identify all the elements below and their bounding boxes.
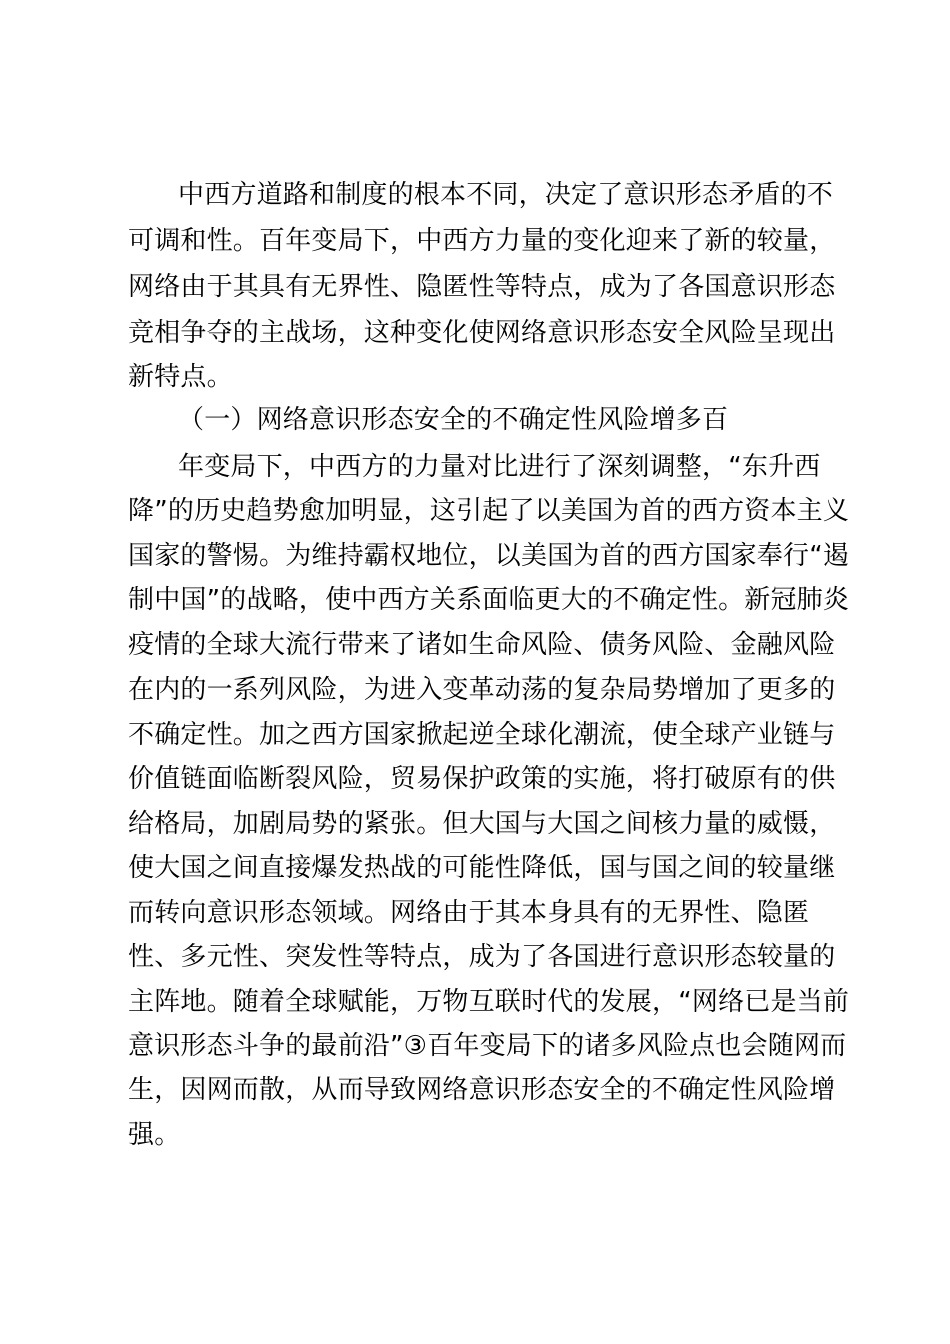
text-line: 性、多元性、突发性等特点，成为了各国进行意识形态较量的 (128, 942, 836, 972)
text-line: 在内的一系列风险，为进入变革动荡的复杂局势增加了更多的 (128, 675, 836, 705)
text-line: 竞相争夺的主战场，这种变化使网络意识形态安全风险呈现出 (128, 318, 836, 348)
text-line: 意识形态斗争的最前沿”③百年变局下的诸多风险点也会随网而 (128, 1031, 847, 1061)
text-line: 生，因网而散，从而导致网络意识形态安全的不确定性风险增 (128, 1075, 836, 1105)
text-line: 中西方道路和制度的根本不同，决定了意识形态矛盾的不 (178, 180, 834, 210)
text-line: 新特点。 (128, 362, 233, 392)
text-line: 降”的历史趋势愈加明显，这引起了以美国为首的西方资本主义 (128, 496, 850, 526)
text-line: 年变局下，中西方的力量对比进行了深刻调整，“东升西 (178, 452, 821, 482)
text-line: 强。 (128, 1120, 181, 1150)
section-heading: （一）网络意识形态安全的不确定性风险增多百 (178, 405, 729, 435)
text-line: 可调和性。百年变局下，中西方力量的变化迎来了新的较量， (128, 226, 836, 256)
text-line: 疫情的全球大流行带来了诸如生命风险、债务风险、金融风险 (128, 630, 836, 660)
text-line: 使大国之间直接爆发热战的可能性降低，国与国之间的较量继 (128, 853, 836, 883)
text-line: 国家的警惕。为维持霸权地位，以美国为首的西方国家奉行“遏 (128, 541, 850, 571)
text-line: 制中国”的战略，使中西方关系面临更大的不确定性。新冠肺炎 (128, 585, 850, 615)
text-line: 给格局，加剧局势的紧张。但大国与大国之间核力量的威慑， (128, 809, 836, 839)
text-line: 不确定性。加之西方国家掀起逆全球化潮流，使全球产业链与 (128, 720, 836, 750)
text-line: 价值链面临断裂风险，贸易保护政策的实施，将打破原有的供 (128, 764, 836, 794)
text-line: 网络由于其具有无界性、隐匿性等特点，成为了各国意识形态 (128, 272, 836, 302)
text-line: 主阵地。随着全球赋能，万物互联时代的发展，“网络已是当前 (128, 987, 850, 1017)
text-line: 而转向意识形态领域。网络由于其本身具有的无界性、隐匿 (128, 898, 810, 928)
